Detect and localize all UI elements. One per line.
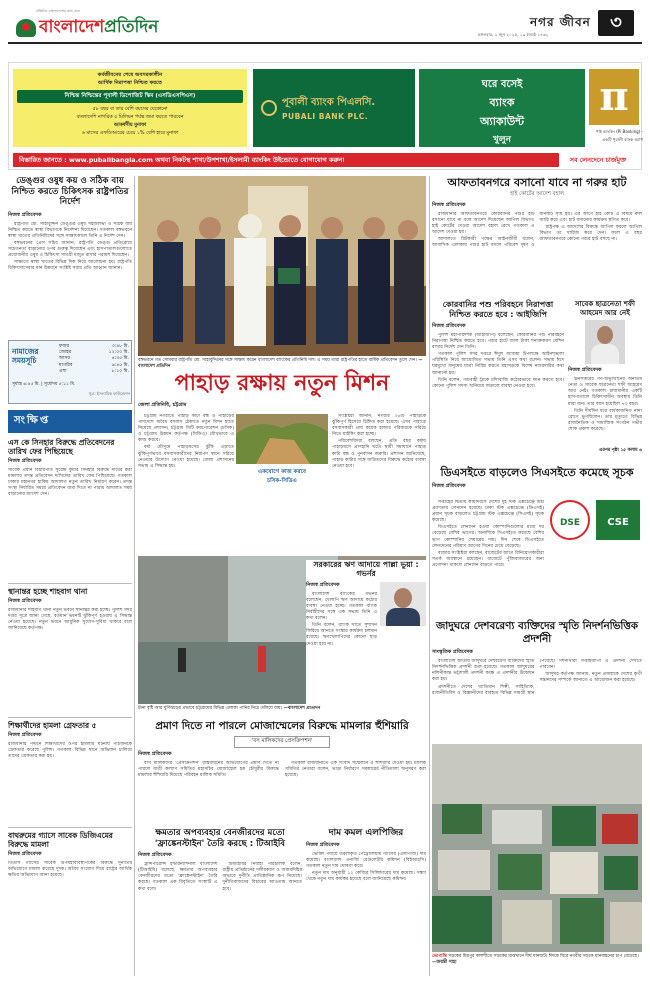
ad-bank-panel: [253, 69, 415, 147]
story-obituary: [568, 300, 642, 460]
paragraph: ট্রান্সপারেন্সি ইন্টারন্যাশনাল বাংলাদেশ (টিআইবি) বলেছে, ক্ষমতার অপব্যবহার বেনজীরদের মতো 'ফ্রাঙ্কেনস্টাইন' তৈরি করছে। গতকাল এক বিবৃতিতে সংস্থাটি এ কথা বলে।: [138, 862, 218, 892]
obituary-jump: এরপর পৃষ্ঠা ১৫ কলাম ৬: [599, 448, 642, 454]
paragraph: বাজার সংশ্লিষ্টরা বলছেন, বাজেটের আগে বিনিয়োগকারীরা সতর্ক অবস্থানে রয়েছেন। বাজেটে পুঁজিবাজারের জন্য প্রণোদনা থাকলে লেনদেন বাড়তে পারে।: [432, 550, 544, 568]
story-eid-body: [432, 333, 564, 417]
story-bus-body: [138, 761, 426, 809]
story-cattle-market: [432, 176, 642, 294]
logo-emblem-icon: [16, 19, 36, 37]
story-museum-headline: জাদুঘরে দেশবরেণ্য ব্যক্তিদের স্মৃতি নিদর্শনভিত্তিক প্রদর্শনী: [435, 620, 639, 645]
flood-credit: —বাংলাদেশ প্রতিদিন: [283, 706, 321, 711]
traffic-tag: ভোগান্তি: [432, 954, 447, 959]
story-bus-quote: 'বস মালিকদের প্রেসক্রিপশন': [234, 736, 330, 748]
story-stock-byline: নিজস্ব প্রতিবেদক: [432, 483, 466, 489]
brief-headline: বাথরুমের গ্যাসে সাবেক ডিজিএমের বিরুদ্ধে মামলা: [8, 831, 113, 849]
paragraph: তিনি দীর্ঘদিন ধরে বার্ধক্যজনিত নানা রোগে ভুগছিলেন। তার মৃত্যুতে বিভিন্ন রাজনৈতিক ও সামাজিক সংগঠন গভীর শোক প্রকাশ করেছে।: [568, 408, 642, 432]
traffic-credit: —জয়ন্তী সাহা: [432, 959, 457, 965]
story-bus-owners: [138, 720, 426, 824]
story-bus-headline: প্রমাণ দিতে না পারলে মোজাম্মেলের বিরুদ্ধে মামলার হুঁশিয়ারি: [155, 720, 409, 732]
paragraph: আদালতে রিটকারী পক্ষের আইনজীবী বলেন, আবাসিক এলাকায় পশুর হাট বসলে পরিবেশ দূষণ ও যানজট সৃষ্টি হয়। এর আগে হাই কোর্ট এ বিষয়ে রুল জারি করে এবং হাট বসানোর কার্যক্রম স্থগিত করে।: [432, 212, 642, 249]
brief-byline: নিজস্ব প্রতিবেদক: [8, 732, 42, 738]
prayer-row: [59, 369, 129, 375]
story-dengue-byline: নিজস্ব প্রতিবেদক: [8, 211, 42, 218]
paragraph: বাংলাদেশ জাতীয় জাদুঘরে দেশবরেণ্য ব্যক্তিদের স্মৃতি নিদর্শনভিত্তিক প্রদর্শনী শুরু হয়েছে। গতকাল জাদুঘরের নলিনীকান্ত ভট্টশালী প্রদর্শনী কক্ষে এ প্রদর্শনীর উদ্বোধন করা হয়।: [432, 659, 535, 683]
paragraph: জাদুঘর কর্তৃপক্ষ জানায়, নতুন প্রজন্মকে দেশের কৃতী সন্তানদের সম্পর্কে জানাতে এ আয়োজন করা হয়েছে।: [539, 672, 642, 684]
prayer-time: ১২:০০ মি.: [108, 350, 129, 356]
flood-caption-text: টানা বৃষ্টি আর ঘুর্ণিঝড়ের প্রভাবে চট্টগ্রামের বিভিন্ন এলাকা পানির নিচে তলিয়ে যায়।: [138, 706, 283, 711]
story-stock-headline: ডিএসইতে বাড়লেও সিএসইতে কমেছে সূচক: [440, 466, 634, 479]
people-group-illustration: [138, 176, 426, 356]
prayer-name: জোহর: [59, 350, 72, 356]
brief-body: রাজধানীর শাহবাগ থানা নতুন ভবনে স্থানান্তর করা হচ্ছে। পুলিশ সদর দপ্তর সূত্রে জানা গেছে, বর্তমান ভবনটি ঝুঁকিপূর্ণ হওয়ায় এ সিদ্ধান্ত নেওয়া হয়েছে। নতুন ভবনে আধুনিক সুযোগ-সুবিধা থাকবে বলে জানিয়েছে কর্তৃপক্ষ।: [8, 608, 132, 632]
paragraph: গতকাল পুলিশ সদর দপ্তরে ঈদুল আজহা উপলক্ষে আইনশৃঙ্খলা পরিস্থিতি নিয়ে আয়োজিত সভায় তিনি এসব কথা বলেন। সভায় ঈদে ঘরমুখো মানুষের যাত্রা নির্বিঘ্ন করতে মহাসড়কে বিশেষ নজরদারির কথা জানানো হয়।: [432, 352, 564, 376]
prayer-name: ফজর: [59, 344, 69, 349]
story-tib-byline: নিজস্ব প্রতিবেদক: [138, 852, 172, 859]
ad-footer-url: www.pubalibangla.com: [68, 156, 153, 164]
brief-item: [8, 438, 132, 578]
traffic-photo: [432, 744, 642, 952]
story-governor-body: [306, 592, 377, 682]
story-tib-headline: ক্ষমতার অপব্যবহার বেনজীরদের মতো 'ফ্রাঙ্কেনস্টাইন' তৈরি করছে : টিআইবি: [154, 828, 286, 849]
brief-divider: [8, 717, 132, 718]
prayer-times-source: সূত্র: ইসলামিক ফাউন্ডেশন: [88, 391, 130, 396]
prayer-name: এশা: [59, 368, 67, 374]
paragraph: তিনি বলেন, পশুবাহী ট্রাকে চাঁদাবাজি কঠোরভাবে দমন করতে হবে। কোনো পুলিশ সদস্য অনিয়মে জড়ালে ব্যবস্থা নেওয়া হবে।: [432, 377, 564, 389]
cse-logo-text: CSE: [607, 517, 629, 528]
page-number: ৩: [598, 10, 634, 36]
newspaper-logo: [16, 14, 158, 42]
ad-line2: আর্থিক নিরাপত্তা নিশ্চিত করতে: [97, 80, 163, 86]
story-lpg-byline: নিজস্ব প্রতিবেদক: [306, 842, 340, 848]
brief-headline: এস কে সিনহার বিরুদ্ধে প্রতিবেদনের তারিখ ফের পিছিয়েছে: [8, 438, 115, 456]
issue-date: মঙ্গলবার, ২ জুন ২০২৫, ১৯ জ্যৈষ্ঠ ১৪৩২: [478, 32, 549, 37]
dse-logo-text: DSE: [559, 518, 581, 528]
ad-line1: কর্মজীবনের শেষে অবসরকালীন: [97, 72, 163, 78]
brief-item: [8, 587, 132, 712]
paragraph: সংশ্লিষ্টরা জানান, নগরীর ২৬টি পাহাড়কে ঝুঁকিপূর্ণ হিসেবে চিহ্নিত করা হয়েছে। এসব পাহাড়ে বসবাসকারী প্রায় কয়েক হাজার পরিবারকে সরিয়ে নিতে মাইকিং করা হচ্ছে।: [332, 414, 426, 438]
story-dengue: [8, 176, 132, 336]
story-hills-byline: জেলা প্রতিনিধি, চট্টগ্রাম: [138, 402, 187, 408]
brief-body: সাবেক প্রধান বিচারপতি সুরেন্দ্র কুমার সিনহার বিরুদ্ধে দায়ের করা মামলায় তদন্ত প্রতিবেদন দাখিলের তারিখ ফের পিছিয়েছে। গতকাল ঢাকার মহানগর হাকিম আদালত নতুন তারিখ নির্ধারণ করেন। তদন্ত সংস্থা নির্ধারিত সময়ে প্রতিবেদন জমা দিতে না পারায় আদালত সময় বাড়ানোর আদেশ দেন।: [8, 468, 132, 498]
paragraph: রাষ্ট্রপতি মো. সাহাবুদ্দিন ডেঙ্গুর ওষুধ সহজলভ্য ও সঠিক ব্যয় নিশ্চিত করতে স্বাস্থ্য বিভাগকে নির্দেশনা দিয়েছেন। গতকাল বঙ্গভবনে স্বাস্থ্য খাতের প্রতিনিধিদের সঙ্গে সাক্ষাৎকালে তিনি এ নির্দেশ দেন।: [8, 221, 132, 239]
story-lpg-price: [306, 828, 426, 976]
main-photo: [138, 176, 426, 356]
bank-name-en: PUBALI BANK PLC.: [282, 112, 369, 121]
story-hills-body: [138, 414, 234, 554]
prayer-times-box: [8, 340, 132, 404]
story-hills-headline: পাহাড় রক্ষায় নতুন মিশন: [174, 371, 390, 396]
paragraph: পুলিশ মহাপরিদর্শক (আইজিপি) বলেছেন, কোরবানির পশু পরিবহনে নিরাপত্তা নিশ্চিত করতে হবে। পশুর হাটে জাল টাকা শনাক্তকরণ মেশিন রাখার নির্দেশ দেন তিনি।: [432, 333, 564, 351]
ad-benefit-1: ৫৮ বছর বা তার বেশি বয়সের যেকোনো: [92, 107, 168, 112]
paragraph: ঊনসত্তরের গণ-অভ্যুত্থানের অন্যতম নেতা ও সাবেক ছাত্রনেতা শফী আহমেদ আর নেই। গতকাল রাজধানীর একটি হাসপাতালে চিকিৎসাধীন অবস্থায় তিনি মারা যান। তার বয়স হয়েছিল ৭৩ বছর।: [568, 377, 642, 407]
traffic-jam-illustration: [432, 744, 642, 952]
pi-banking-sub: একটি পূবালী ব্যাংক অ্যাপ: [602, 137, 643, 142]
ad-benefit-3: আকর্ষণীয় মুনাফা: [113, 123, 147, 128]
pubali-bank-ad: [8, 62, 642, 170]
brief-byline: নিজস্ব প্রতিবেদক: [8, 458, 42, 464]
story-cattle-subhead: হাই কোর্টের আদেশ বহাল: [510, 191, 564, 197]
prayer-time: ৬:৪৫ মি.: [111, 362, 129, 368]
story-dengue-body: [8, 222, 132, 332]
paragraph: রাজধানীর আফতাবনগরে কোরবানির পশুর হাট বসানো যাবে না বলে আদেশ দিয়েছেন আপিল বিভাগ। হাই কোর্টের দেওয়া আদেশ বহাল রেখে গতকাল এ আদেশ দেওয়া হয়।: [432, 212, 535, 236]
story-eid-security: [432, 300, 564, 420]
ad-footer-strip: বিস্তারিত জানতে : www.pubalibangla.com অথবা নিকটস্থ শাখা/উপশাখা/ইসলামী ব্যাংকিং উইন্ডোতে যোগাযোগ করুন।: [13, 153, 637, 167]
hill-cutting-illustration: [236, 414, 328, 464]
story-cattle-byline: নিজস্ব প্রতিবেদক: [432, 202, 466, 208]
ad-slogan-3: অ্যাকাউন্ট: [479, 115, 524, 128]
main-photo-caption: [138, 358, 426, 369]
story-stock-body: [432, 500, 544, 616]
paragraph: প্রদর্শনীতে দেশের খ্যাতিমান শিল্পী, সাহিত্যিক, রাজনীতিবিদ ও বিজ্ঞানীদের ব্যবহৃত বিভিন্ন সামগ্রী স্থান পেয়েছে। দর্শনার্থীরা সপ্তাহব্যাপী এ প্রদর্শনী দেখতে পারবেন।: [432, 659, 642, 696]
traffic-caption: [432, 954, 642, 965]
logo-text-part1: বাংলাদেশ: [39, 17, 105, 37]
paragraph: রাষ্ট্রপক্ষ এ আদেশের বিরুদ্ধে আপিল করলে আপিল বিভাগ তা খারিজ করে দেন। ফলে এ বছর আফতাবনগরে কোনো পশুর হাট বসছে না।: [539, 225, 642, 243]
paragraph: বর্ষা মৌসুমে পাহাড়ধসের ঝুঁকি এড়াতে ঝুঁকিপূর্ণভাবে বসবাসকারীদের নিরাপদ স্থানে সরিয়ে নেওয়ার উদ্যোগ নেওয়া হয়েছে। জেলা প্রশাসনের সভায় এ সিদ্ধান্ত হয়।: [138, 445, 234, 469]
dse-logo: [550, 500, 590, 540]
paragraph: ভোক্তা পর্যায়ে তরলীকৃত পেট্রোলিয়াম গ্যাসের (এলপিজি) দাম কমেছে। বাংলাদেশ এনার্জি রেগুলেটরি কমিশন (বিইআরসি) গতকাল নতুন দাম ঘোষণা করে।: [306, 852, 426, 870]
paragraph: টিআইবির নির্বাহী পরিচালক বলেন, রাষ্ট্রীয় প্রতিষ্ঠানের দলীয়করণ ও জবাবদিহির অভাবে দুর্নীতি প্রাতিষ্ঠানিক রূপ নিয়েছে। দুর্নীতিবাজদের বিচারের আওতায় আনতে হবে।: [222, 862, 302, 892]
pi-banking-label: পাই ব্যাংকিং (Pi Banking) -: [595, 129, 643, 134]
story-governor: [306, 560, 426, 706]
masthead-tagline: প্রতিদিন বাংলাদেশের কথা বলে: [36, 9, 81, 13]
ad-slogan-1: ঘরে বসেই: [481, 79, 523, 90]
story-eid-byline: নিজস্ব প্রতিবেদক: [432, 323, 466, 329]
masthead-rule: [8, 42, 642, 44]
prayer-name: মাগরিব: [59, 362, 73, 368]
paragraph: বাংলাদেশ ব্যাংকের গভর্নর বলেছেন, খেলাপি ঋণ আদায়ে কঠোর ব্যবস্থা নেওয়া হচ্ছে। গতকাল ব্যাংক নির্বাহীদের সঙ্গে এক সভায় তিনি এ কথা বলেন।: [306, 591, 377, 622]
paragraph: বঙ্গভবনের প্রেস সচিব জানান, রাষ্ট্রপতি ডেঙ্গু প্রতিরোধে সচেতনতা বাড়ানোর ওপর গুরুত্ব দিয়েছেন এবং হাসপাতালগুলোতে প্রয়োজনীয় ওষুধ ও চিকিৎসা সামগ্রী মজুত রাখার পরামর্শ দিয়েছেন।: [8, 240, 132, 258]
story-bus-byline: নিজস্ব প্রতিবেদক: [138, 750, 172, 757]
prayer-time: ৮:১০ মি.: [111, 368, 129, 374]
brief-byline: নিজস্ব প্রতিবেদক: [8, 598, 42, 604]
paragraph: ডিএসইতে লেনদেন হওয়া কোম্পানিগুলোর মধ্যে দর বেড়েছে বেশির ভাগের। অন্যদিকে সিএসইতে কমেছে বেশির ভাগ কোম্পানির শেয়ারের দাম। দিন শেষে ডিএসইতে লেনদেনের পরিমাণ আগের দিনের চেয়ে বেড়েছে।: [432, 525, 544, 549]
story-museum: [432, 620, 642, 740]
section-label: নগর জীবন: [530, 15, 591, 29]
paragraph: নতুন দাম অনুযায়ী ১২ কেজির সিলিন্ডারের দাম কমেছে। সন্ধ্যা থেকে নতুন দাম কার্যকর হয়েছে বলে জানিয়েছে কমিশন।: [306, 871, 426, 883]
prayer-times-table: [59, 344, 129, 375]
flood-caption: [138, 706, 426, 712]
story-obituary-byline: নিজস্ব প্রতিবেদক: [568, 367, 602, 374]
brief-divider: [8, 583, 132, 584]
story-stock-market: [432, 466, 642, 618]
ad-benefit-4: ৬ মাসের এফডিআরের চেয়ে ১% বেশি হারে মুনাফা: [81, 131, 179, 136]
inset-caption-2: চসিক-সিডিএ: [267, 478, 297, 484]
prayer-time: ৩:৪৮ মি.: [111, 344, 129, 349]
brief-byline: নিজস্ব প্রতিবেদক: [8, 851, 42, 857]
governor-photo: [380, 582, 426, 626]
column-rule: [429, 176, 430, 976]
story-cattle-body: [432, 212, 642, 284]
paragraph: সাক্ষাতে স্বাস্থ্য খাতের বিভিন্ন দিক নিয়ে আলোচনা হয়। রাষ্ট্রপতি চিকিৎসাসেবার মান উন্নয়নে সংশ্লিষ্ট সবার প্রতি আহ্বান জানান।: [8, 260, 132, 272]
briefs-column: [8, 410, 132, 976]
story-lpg-headline: দাম কমল এলপিজির: [328, 828, 404, 838]
paragraph: বাস মালিকদের 'প্রেসক্রিপশন' বাস্তবায়নের অভিযোগের প্রমাণ দিতে না পারলে যাত্রী কল্যাণ সমিতির মহাসচিব মোজাম্মেল হক চৌধুরীর বিরুদ্ধে মামলার হুঁশিয়ারি দিয়েছে পরিবহন মালিক সমিতি।: [138, 760, 279, 778]
column-rule: [134, 176, 135, 976]
brief-body: তিতাস গ্যাসের সাবেক উপমহাব্যবস্থাপকের বিরুদ্ধে দুর্নীতির অভিযোগে মামলা করেছে দুদক। অবৈধ সংযোগ দিয়ে রাষ্ট্রের আর্থিক ক্ষতির অভিযোগ আনা হয়েছে।: [8, 861, 132, 879]
paragraph: চট্টগ্রাম নগরীতে পাহাড় কাটা বন্ধ ও পাহাড়ের পাদদেশে অবৈধ বসবাস ঠেকাতে নতুন মিশন হাতে নিয়েছে প্রশাসন। চট্টগ্রাম সিটি করপোরেশন (চসিক) ও চট্টগ্রাম উন্নয়ন কর্তৃপক্ষ (সিডিএ) যৌথভাবে এ কাজ করবে।: [138, 414, 234, 444]
story-lpg-body: [306, 852, 426, 970]
inset-caption-1: একযোগে কাজ করবে: [258, 469, 306, 475]
photo-caption-text: বঙ্গভবনে গত সোমবার রাষ্ট্রপতি মো. সাহাবুদ্দিনের সঙ্গে সাক্ষাৎ করেন বাংলাদেশ ব্যাংকের প্রতিনিধি দল। এ সময় তারা রাষ্ট্রপতির হাতে বার্ষিক প্রতিবেদন তুলে দেন।: [138, 358, 417, 363]
cse-logo: [596, 500, 640, 540]
prayer-time: ৪:৩৫ মি.: [111, 356, 129, 362]
paragraph: সপ্তাহের দ্বিতীয় কার্যদিবসে দেশের দুই স্টক এক্সচেঞ্জে মিশ্র প্রবণতায় লেনদেন হয়েছে। ঢাকা স্টক এক্সচেঞ্জে (ডিএসই) প্রধান সূচক বাড়লেও চট্টগ্রাম স্টক এক্সচেঞ্জে (সিএসই) সূচক কমেছে।: [432, 500, 544, 524]
story-hills-body-2: [332, 414, 426, 554]
obituary-photo: [585, 320, 625, 364]
paragraph: তিনি বলেন, ব্যাংক খাতে সুশাসন ফিরিয়ে আনতে সংস্কার কার্যক্রম চলমান রয়েছে। ঋণখেলাপিদের কোনো ছাড় দেওয়া হবে না।: [306, 623, 377, 647]
story-eid-headline: কোরবানির পশু পরিবহনে নিরাপত্তা নিশ্চিত করতে হবে : আইজিপি: [442, 300, 554, 319]
ad-footer-rest: অথবা নিকটস্থ শাখা/উপশাখা/ইসলামী ব্যাংকিং উইন্ডোতে যোগাযোগ করুন।: [155, 156, 345, 164]
story-museum-body: [432, 659, 642, 741]
story-tib-body: [138, 862, 302, 962]
brief-body: রাজধানীর পল্টনে শিক্ষার্থীদের ওপর হামলার ঘটনায় পাঁচজনকে গ্রেফতার করেছে পুলিশ। গতকাল বিভিন্ন স্থানে অভিযান চালিয়ে তাদের গ্রেফতার করা হয়।: [8, 742, 132, 760]
ad-left-block: [13, 69, 247, 147]
story-obituary-headline: সাবেক ছাত্রনেতা শফী আহমেদ আর নেই: [574, 300, 636, 317]
ad-product: নিশ্চিন্ত নিশ্চিন্তের পূবালী ডিপোজিট স্কিম (এসডিএসপিএস): [17, 90, 243, 103]
prayer-name: আসর: [59, 356, 70, 362]
story-museum-byline: সাংস্কৃতিক প্রতিবেদক: [432, 649, 473, 656]
hills-inset: [236, 414, 328, 484]
story-tib: [138, 828, 302, 976]
ad-slogan-4: খুলুন: [493, 135, 511, 145]
paragraph: পরিবেশবিদরা বলছেন, প্রতি বছর বর্ষায় পাহাড়ধসে প্রাণহানি ঘটে। স্থায়ী সমাধানে পাহাড় কাটা বন্ধ ও পুনর্বাসন জরুরি। প্রশাসন জানিয়েছে, পাহাড় কাটার সঙ্গে জড়িতদের বিরুদ্ধে কঠোর ব্যবস্থা নেওয়া হবে।: [332, 439, 426, 469]
ad-slogan-panel: [419, 69, 585, 147]
bank-logo-icon: [261, 100, 277, 116]
bank-name-bn: পূবালী ব্যাংক পিএলসি.: [282, 97, 376, 108]
logo-text-part2: প্রতিদিন: [104, 17, 159, 37]
ad-footer-right: সব লেনদেনে চার্জমুক্ত: [559, 153, 637, 167]
story-cattle-headline: আফতাবনগরে বসানো যাবে না গরুর হাট: [447, 176, 627, 189]
masthead: [8, 8, 642, 42]
story-obituary-body: [568, 377, 642, 447]
prayer-times-title: নামাজের সময়সূচি: [12, 347, 39, 365]
brief-divider: [8, 827, 132, 828]
sun-times: সূর্যাস্ত ৬:৪৫ মি. | সূর্যোদয় ৫:১১ মি.: [12, 382, 76, 387]
brief-headline: শিক্ষার্থীদের হামলা গ্রেফতার ৫: [8, 721, 97, 730]
ad-footer-left: বিস্তারিত জানতে: [19, 156, 62, 164]
traffic-caption-text: সড়কের মিরপুর কালশীতে সড়কের মাঝখানে দীর্ঘ যানজট। ঈদকে ঘিরে নগরীর সড়কে যানবাহনের চাপ বেড়েছে।: [448, 954, 639, 959]
paragraph: গতকাল রাজধানীতে এক সংবাদ সম্মেলনে এ হুঁশিয়ারি দেওয়া হয়। মালিক সমিতির নেতারা বলেন, ভাড়া নির্ধারণে সরকারের নীতিমালা অনুসরণ করা হয়েছে।: [285, 760, 426, 778]
brief-item: [8, 831, 132, 941]
story-dengue-headline: ডেঙ্গুর ওষুধ কয় ও সঠিক বায় নিশ্চিত করতে চিকিৎসক রাষ্ট্রপতির নির্দেশ: [11, 176, 129, 207]
story-governor-byline: নিজস্ব প্রতিবেদক: [306, 581, 340, 588]
brief-item: [8, 721, 132, 822]
ad-slogan-2: ব্যাংক: [489, 96, 515, 109]
pi-logo-icon: π: [589, 69, 639, 125]
briefs-label: সংক্ষিপ্ত: [8, 410, 132, 433]
photo-credit: —বাংলাদেশ প্রতিদিন: [138, 358, 423, 369]
story-governor-headline: সরকারের ঋণ আদায়ে পাল্লা ভুয়া : গভর্নর: [313, 560, 419, 579]
ad-benefit-2: বাংলাদেশি নাগরিক ৫ মিলিয়ন পর্যন্ত জমা করতে পারবেন: [76, 115, 184, 120]
brief-headline: স্থানান্তর হচ্ছে শাহবাগ থানা: [8, 587, 88, 596]
